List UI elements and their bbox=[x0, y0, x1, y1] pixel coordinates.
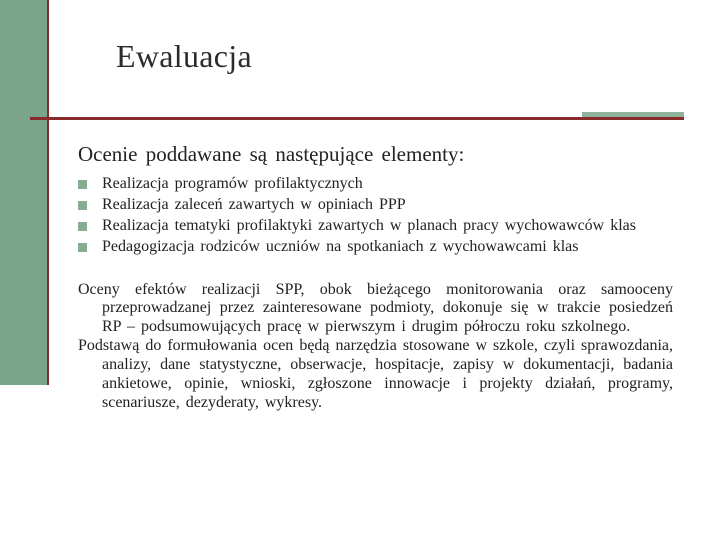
intro-text: Ocenie poddawane są następujące elementy: bbox=[78, 142, 465, 166]
list-item bbox=[78, 196, 673, 215]
square-bullet-icon bbox=[78, 201, 87, 210]
list-item bbox=[78, 238, 673, 257]
bullet-list bbox=[78, 175, 673, 257]
square-bullet-icon bbox=[78, 222, 87, 231]
square-bullet-icon bbox=[78, 180, 87, 189]
slide-content bbox=[78, 142, 673, 413]
left-accent-bar bbox=[0, 0, 47, 385]
title-underline-red bbox=[30, 117, 684, 120]
list-item bbox=[78, 175, 673, 194]
list-item-text: Realizacja zaleceń zawartych w opiniach PPP bbox=[102, 195, 406, 213]
slide-title: Ewaluacja bbox=[116, 38, 252, 74]
list-item bbox=[78, 217, 673, 236]
list-item-text: Realizacja tematyki profilaktyki zawartych w planach pracy wychowawców klas bbox=[102, 216, 637, 234]
evaluation-paragraph: Oceny efektów realizacji SPP, obok bieżącego monitorowania oraz samooceny przeprowadzanej przez zainteresowane podmioty, dokonuje się w trakcie posiedzeń RP – podsumowujących pracę w pierwszym i drugim półroczu roku szkolnego. bbox=[78, 280, 673, 336]
list-item-text: Realizacja programów profilaktycznych bbox=[102, 175, 363, 192]
square-bullet-icon bbox=[78, 243, 87, 252]
basis-paragraph: Podstawą do formułowania ocen będą narzędzia stosowane w szkole, czyli sprawozdania, analizy, dane statystyczne, obserwacje, hospitacje, zapisy w dokumentacji, badania ankietowe, opinie, wnioski, zgłoszone innowacje i projekty działań, programy, scenariusze, dezyderaty, wykresy. bbox=[78, 337, 673, 411]
list-item-text: Pedagogizacja rodziców uczniów na spotkaniach z wychowawcami klas bbox=[102, 237, 579, 255]
